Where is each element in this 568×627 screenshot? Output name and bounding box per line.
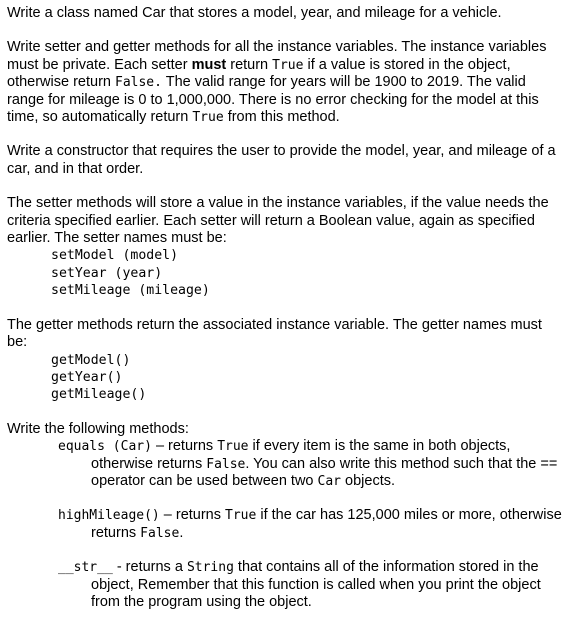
setter-name: setYear (year)	[51, 265, 163, 281]
must-emphasis: must	[191, 56, 227, 73]
setter-methods-paragraph: The setter methods will store a value in the instance variables, if the value needs the criteria specified earlier. Each setter will return a Boolean value, again as specified earlier. The setter names must be:	[7, 195, 549, 247]
assignment-document	[7, 5, 563, 611]
setter-getter-paragraph: Write setter and getter methods for all the instance variables. The instance variables must be private. Each setter must return True if a value is stored in the object, otherwise return False. The valid range for years will be 1900 to 2019. The valid range for mileage is 0 to 1,000,000. There is no error checking for the model at this time, so automatically return True from this method.	[7, 39, 547, 126]
constructor-paragraph: Write a constructor that requires the user to provide the model, year, and mileage of a car, and in that order.	[7, 143, 556, 177]
str-method-item: __str__ - returns a String that contains all of the information stored in the object, Remember that this function is called when you print the object from the program using the object.	[58, 559, 541, 610]
getter-name: getYear()	[51, 369, 123, 385]
setter-name: setMileage (mileage)	[51, 283, 210, 299]
getter-name: getMileage()	[51, 387, 147, 403]
intro-paragraph: Write a class named Car that stores a model, year, and mileage for a vehicle.	[7, 5, 502, 21]
getter-names-list	[7, 352, 563, 404]
getter-name: getModel()	[51, 352, 131, 368]
equals-method-item: equals (Car) – returns True if every item is the same in both objects, otherwise returns False. You can also write this method such that the == operator can be used between two Car objects.	[58, 438, 558, 489]
setter-names-list	[7, 247, 563, 299]
high-mileage-method-item: highMileage() – returns True if the car has 125,000 miles or more, otherwise returns False.	[58, 507, 562, 541]
setter-name: setModel (model)	[51, 248, 179, 264]
getter-methods-paragraph: The getter methods return the associated instance variable. The getter names must be:	[7, 316, 542, 351]
methods-heading: Write the following methods:	[7, 420, 189, 437]
